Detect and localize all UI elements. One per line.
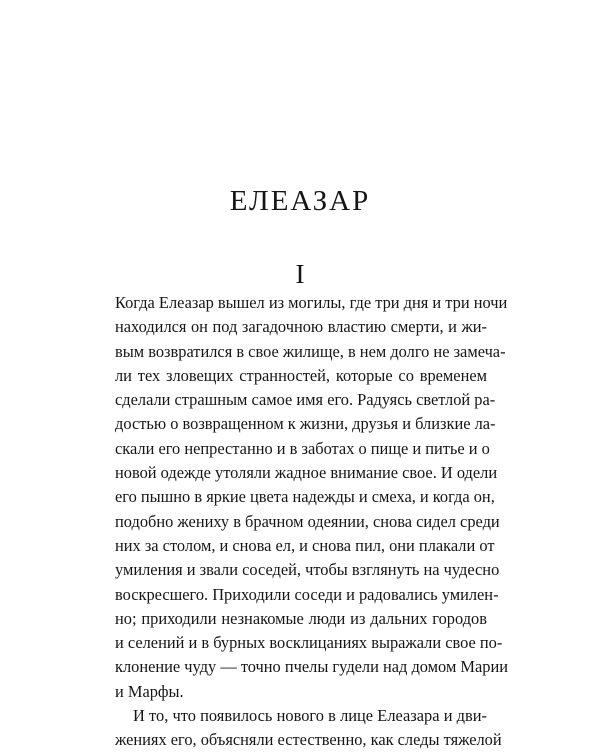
text-line: находился он под загадочною властию смерти, и жи- — [115, 317, 487, 337]
text-line: вым возвратился в свое жилище, в нем долго не замеча- — [115, 341, 506, 361]
text-line: и Марфы. — [115, 681, 184, 701]
text-line: клонение чуду — точно пчелы гудели над домом Марии — [115, 657, 508, 677]
section-number: I — [295, 259, 305, 289]
text-line: но; приходили незнакомые люди из дальних городов — [115, 608, 487, 628]
text-line: и селений и в бурных восклицаниях выражали свое по- — [115, 633, 503, 653]
text-line: воскресшего. Приходили соседи и радовались умилен- — [115, 584, 499, 604]
text-line: новой одежде утоляли жадное внимание свое. И одели — [115, 463, 498, 483]
text-line: И то, что появилось нового в лице Елеазара и дви- — [133, 706, 487, 726]
text-line: них за столом, и снова ел, и снова пил, они плакали от — [115, 535, 495, 555]
text-line: Когда Елеазар вышел из могилы, где три дня и три ночи — [115, 293, 508, 312]
text-line: сделали страшным самое имя его. Радуясь светлой ра- — [115, 390, 496, 410]
text-line: умиления и звали соседей, чтобы взглянуть на чудесно — [115, 560, 500, 580]
text-line: его пышно в яркие цвета надежды и смеха, и когда он, — [115, 487, 495, 507]
text-line: жениях его, объясняли естественно, как следы тяжелой — [115, 730, 502, 750]
chapter-title: ЕЛЕАЗАР — [229, 185, 371, 217]
text-line: ли тех зловещих странностей, которые со временем — [115, 365, 487, 385]
text-line: подобно жениху в брачном одеянии, снова сидел среди — [115, 511, 500, 531]
text-line: скали его непрестанно и в заботах о пище и питье и о — [115, 438, 490, 458]
text-line: достью о возвращенном к жизни, друзья и близкие ла- — [115, 414, 496, 434]
body-text — [115, 291, 508, 753]
